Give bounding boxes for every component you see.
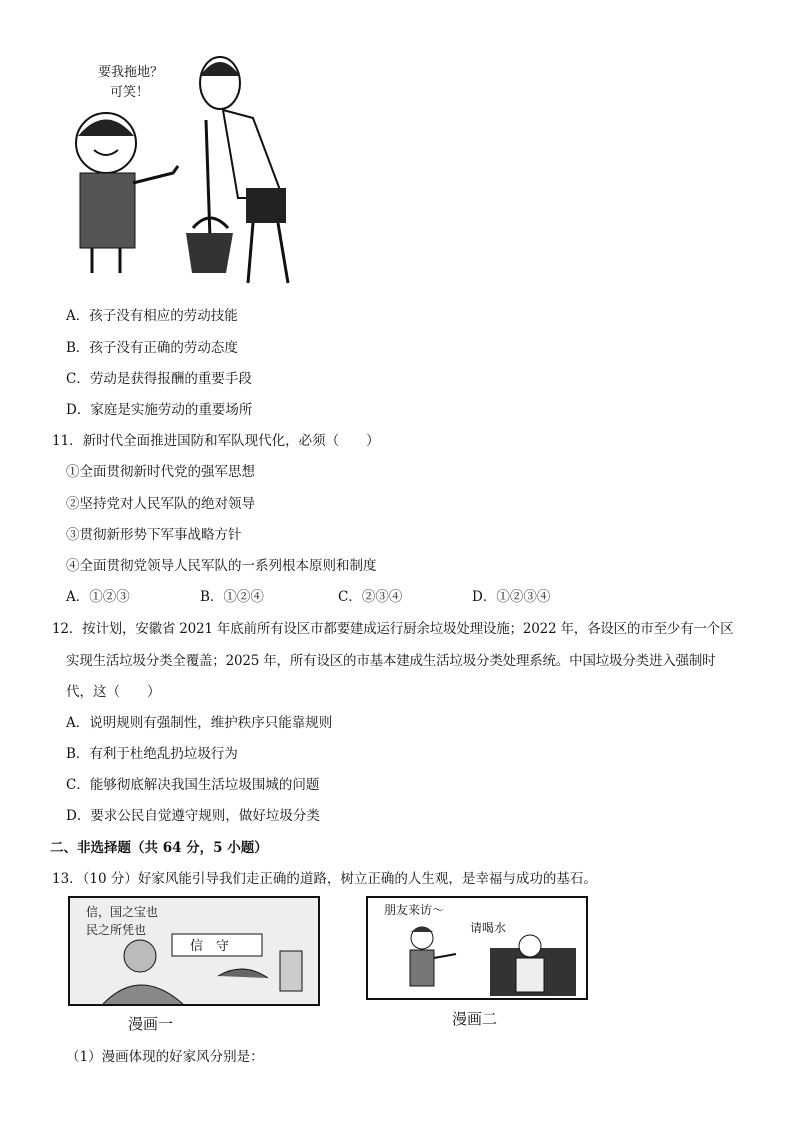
q11-item-1: ①全面贯彻新时代党的强军思想 — [66, 464, 255, 480]
cartoon-boy-refuses-mopping — [58, 48, 298, 288]
q11-item-2: ②坚持党对人民军队的绝对领导 — [66, 496, 255, 512]
comic-two-text-1: 朋友来访～ — [384, 903, 445, 917]
comic-one-caption: 漫画一 — [128, 1015, 174, 1033]
q11-stem: 11．新时代全面推进国防和军队现代化，必须（ ） — [52, 433, 380, 449]
q12-stem-line-2: 实现生活垃圾分类全覆盖；2025 年，所有设区的市基本建成生活垃圾分类处理系统。中国垃圾分类进入强制时 — [66, 653, 716, 669]
speech-line-1: 要我拖地？ — [98, 65, 164, 80]
section-heading: 二、非选择题（共 64 分，5 小题） — [50, 840, 268, 856]
q11-choice-b: B．①②④ — [200, 589, 264, 605]
q10-option-a: A．孩子没有相应的劳动技能 — [66, 308, 238, 324]
q13-subquestion-1: （1）漫画体现的好家风分别是： — [66, 1049, 264, 1065]
q11-choice-d: D．①②③④ — [472, 589, 551, 605]
comic-one-text-1: 信，国之宝也 — [86, 905, 159, 919]
q13-stem: 13．（10 分）好家风能引导我们走正确的道路，树立正确的人生观，是幸福与成功的基石。 — [52, 871, 597, 887]
q10-option-c: C．劳动是获得报酬的重要手段 — [66, 371, 252, 387]
q12-stem-line-1: 12．按计划，安徽省 2021 年底前所有设区市都要建成运行厨余垃圾处理设施；2022 年，各设区的市至少有一个区 — [52, 621, 734, 637]
q12-option-a: A．说明规则有强制性，维护秩序只能靠规则 — [66, 715, 333, 731]
comic-one-scroll: 信 守 — [190, 939, 230, 954]
q11-item-3: ③贯彻新形势下军事战略方针 — [66, 527, 242, 543]
comic-two-caption: 漫画二 — [452, 1010, 498, 1028]
q11-choice-c: C．②③④ — [338, 589, 403, 605]
q10-option-b: B．孩子没有正确的劳动态度 — [66, 340, 238, 356]
q12-stem-line-3: 代，这（ ） — [66, 684, 161, 700]
q12-option-c: C．能够彻底解决我国生活垃圾围城的问题 — [66, 777, 320, 793]
comic-two — [366, 896, 588, 1000]
q10-option-d: D．家庭是实施劳动的重要场所 — [66, 402, 253, 418]
comic-one-text-2: 民之所凭也 — [86, 923, 147, 937]
q12-option-b: B．有利于杜绝乱扔垃圾行为 — [66, 746, 238, 762]
q11-item-4: ④全面贯彻党领导人民军队的一系列根本原则和制度 — [66, 558, 377, 574]
comic-two-text-2: 请喝水 — [470, 921, 507, 935]
speech-line-2: 可笑！ — [110, 85, 150, 100]
comic-one — [68, 896, 320, 1008]
q12-option-d: D．要求公民自觉遵守规则，做好垃圾分类 — [66, 808, 320, 824]
q11-choice-a: A．①②③ — [66, 589, 130, 605]
